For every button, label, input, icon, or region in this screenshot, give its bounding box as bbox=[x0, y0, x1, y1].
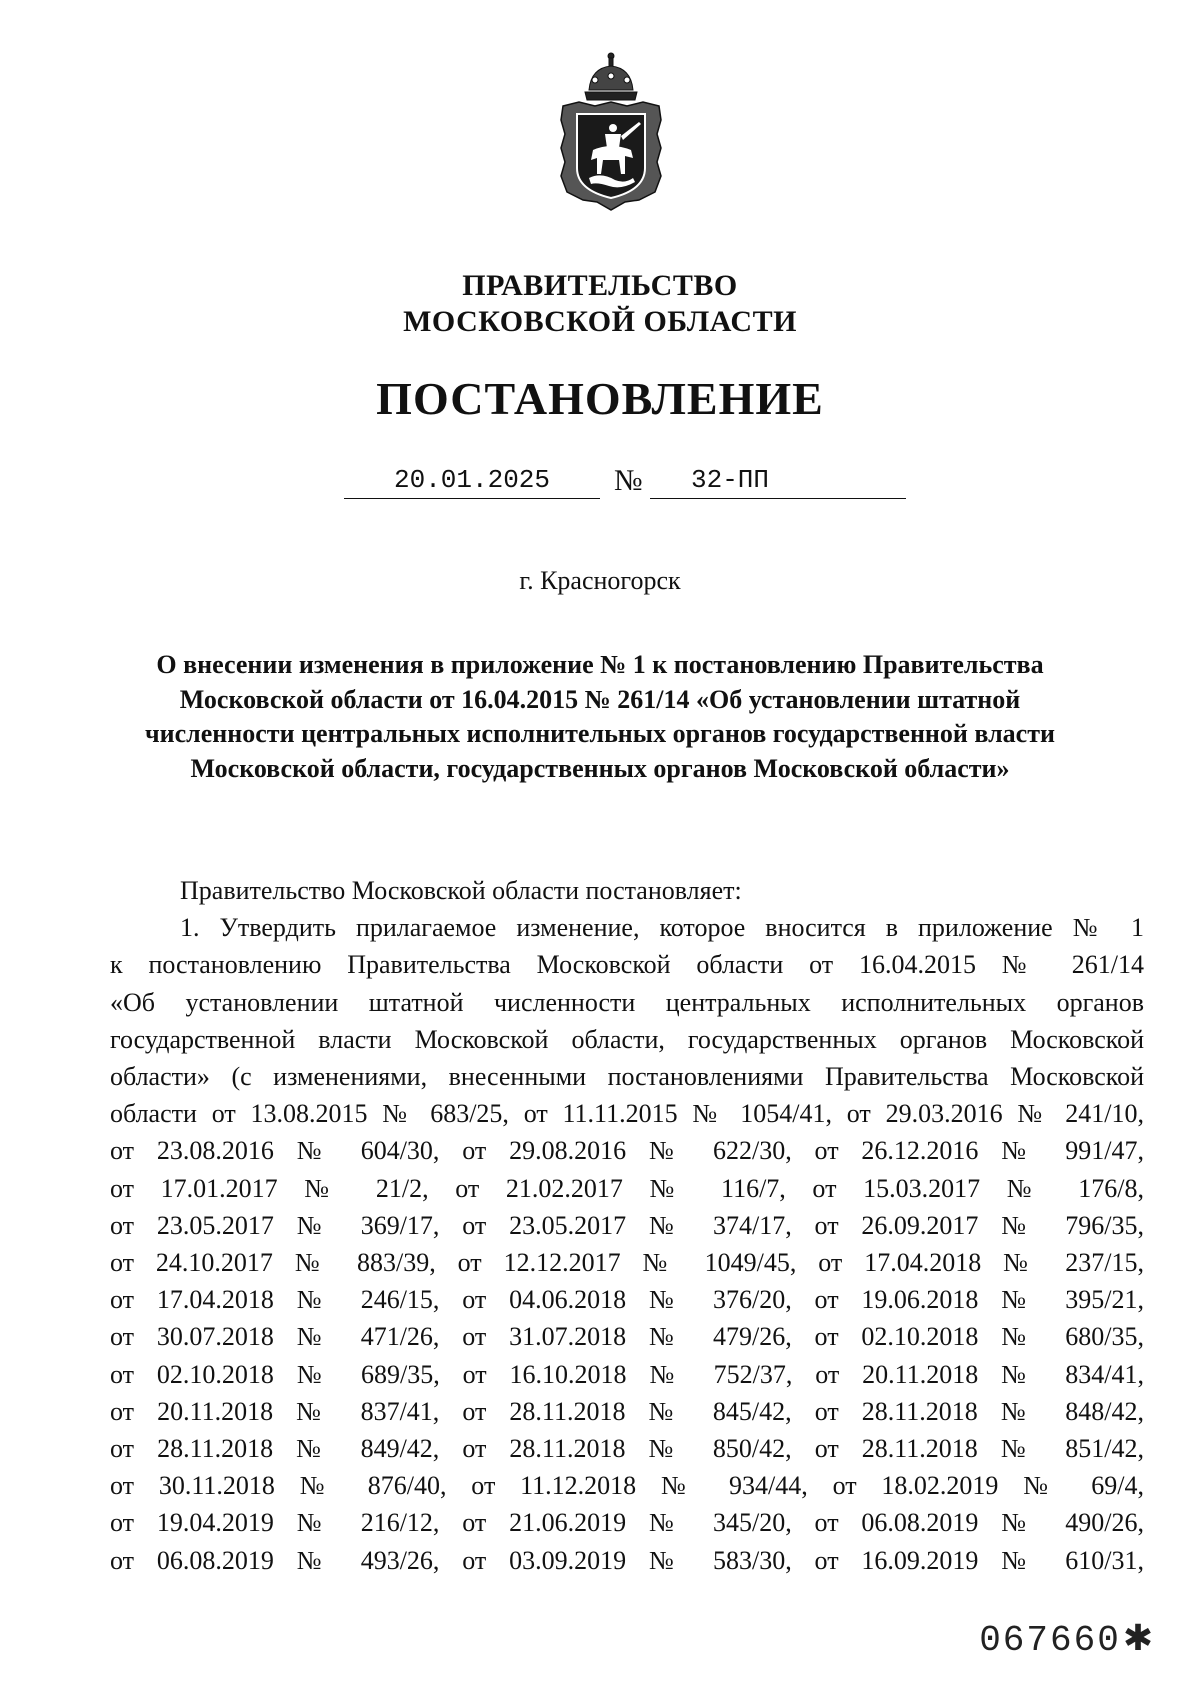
city: г. Красногорск bbox=[519, 566, 681, 595]
body-line: 1. Утвердить прилагаемое изменение, которое вносится в приложение № 1 bbox=[180, 913, 1144, 943]
body-line: от 17.01.2017 № 21/2, от 21.02.2017 № 116/7, от 15.03.2017 № 176/8, bbox=[110, 1173, 1144, 1203]
number-sign: № bbox=[614, 464, 643, 497]
body-line: от 17.04.2018 № 246/15, от 04.06.2018 № 376/20, от 19.06.2018 № 395/21, bbox=[110, 1285, 1144, 1315]
heading-line: Московской области от 16.04.2015 № 261/14 «Об установлении штатной bbox=[179, 684, 1021, 714]
heading-line: Московской области, государственных органов Московской области» bbox=[190, 753, 1010, 783]
body-line: области» (с изменениями, внесенными постановлениями Правительства Московской bbox=[110, 1062, 1144, 1092]
body-line: от 06.08.2019 № 493/26, от 03.09.2019 № 583/30, от 16.09.2019 № 610/31, bbox=[110, 1545, 1144, 1575]
serial-stamp bbox=[979, 1618, 1155, 1661]
org-name-line2: МОСКОВСКОЙ ОБЛАСТИ bbox=[403, 305, 797, 338]
body-line: от 19.04.2019 № 216/12, от 21.06.2019 № 345/20, от 06.08.2019 № 490/26, bbox=[110, 1508, 1144, 1538]
heading-line: численности центральных исполнительных органов государственной власти bbox=[145, 719, 1055, 748]
document-type: ПОСТАНОВЛЕНИЕ bbox=[376, 373, 824, 424]
preamble: Правительство Московской области постановляет: bbox=[180, 876, 742, 905]
date-number-line bbox=[0, 462, 1200, 502]
body-line: области от 13.08.2015 № 683/25, от 11.11.2015 № 1054/41, от 29.03.2016 № 241/10, bbox=[110, 1099, 1144, 1129]
body-line: от 30.11.2018 № 876/40, от 11.12.2018 № 934/44, от 18.02.2019 № 69/4, bbox=[110, 1471, 1144, 1501]
document-heading bbox=[100, 648, 1100, 786]
document-body bbox=[110, 872, 1144, 1579]
moscow-oblast-coat-of-arms-icon bbox=[555, 50, 667, 218]
paragraph-1 bbox=[110, 909, 1144, 1579]
org-name-line1: ПРАВИТЕЛЬСТВО bbox=[462, 269, 738, 302]
body-line: от 28.11.2018 № 849/42, от 28.11.2018 № 850/42, от 28.11.2018 № 851/42, bbox=[110, 1434, 1144, 1464]
body-line: «Об установлении штатной численности центральных исполнительных органов bbox=[110, 987, 1144, 1017]
document-number-field bbox=[650, 462, 906, 499]
body-line: государственной власти Московской области, государственных органов Московской bbox=[110, 1024, 1144, 1054]
body-line: от 24.10.2017 № 883/39, от 12.12.2017 № 1049/45, от 17.04.2018 № 237/15, bbox=[110, 1248, 1144, 1278]
body-line: к постановлению Правительства Московской области от 16.04.2015 № 261/14 bbox=[110, 950, 1144, 980]
document-number: 32-ПП bbox=[690, 465, 769, 495]
body-line: от 23.08.2016 № 604/30, от 29.08.2016 № 622/30, от 26.12.2016 № 991/47, bbox=[110, 1136, 1144, 1166]
asterisk-icon: ✱ bbox=[1122, 1618, 1155, 1659]
body-line: от 02.10.2018 № 689/35, от 16.10.2018 № 752/37, от 20.11.2018 № 834/41, bbox=[110, 1359, 1144, 1389]
heading-line: О внесении изменения в приложение № 1 к постановлению Правительства bbox=[156, 650, 1044, 679]
document-date: 20.01.2025 bbox=[344, 462, 600, 499]
body-line: от 23.05.2017 № 369/17, от 23.05.2017 № 374/17, от 26.09.2017 № 796/35, bbox=[110, 1210, 1144, 1240]
body-line: от 20.11.2018 № 837/41, от 28.11.2018 № 845/42, от 28.11.2018 № 848/42, bbox=[110, 1396, 1144, 1426]
body-line: от 30.07.2018 № 471/26, от 31.07.2018 № 479/26, от 02.10.2018 № 680/35, bbox=[110, 1322, 1144, 1352]
serial-number: 067660 bbox=[979, 1620, 1121, 1661]
